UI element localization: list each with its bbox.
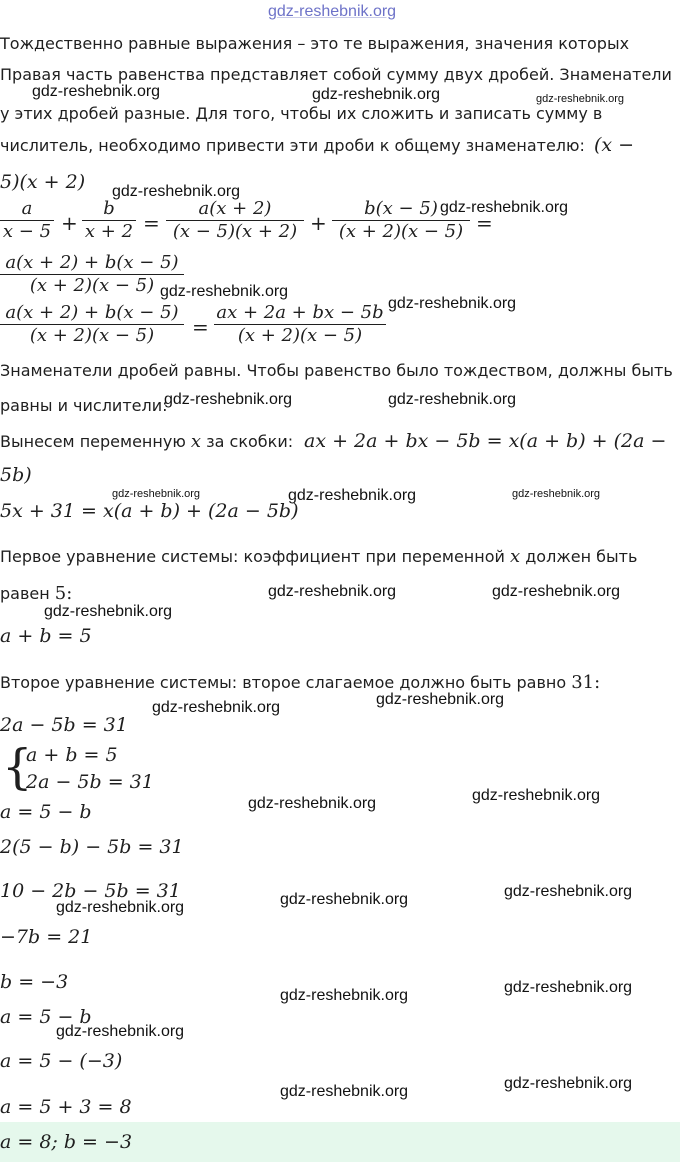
watermark: gdz-reshebnik.org (504, 1075, 633, 1092)
math-expression: a = 5 + 3 = 8 (0, 1096, 132, 1118)
math-var: x (509, 546, 521, 567)
watermark: gdz-reshebnik.org (112, 488, 201, 500)
text-line: Правая часть равенства представляет собой сумму двух дробей. Знаменатели (0, 65, 672, 84)
watermark: gdz-reshebnik.org (492, 583, 621, 600)
fraction (0, 252, 184, 297)
watermark: gdz-reshebnik.org (112, 183, 241, 200)
watermark: gdz-reshebnik.org (248, 795, 377, 812)
numerator: ax + 2a + bx − 5b (216, 302, 384, 323)
watermark: gdz-reshebnik.org (268, 583, 397, 600)
fraction (166, 198, 304, 243)
math-expression: a = 5 − (−3) (0, 1050, 123, 1072)
math-expression: 2a − 5b = 31 (0, 714, 128, 736)
text-span: за скобки: (206, 432, 294, 451)
watermark: gdz-reshebnik.org (280, 1083, 409, 1100)
denominator: (x + 2)(x − 5) (29, 325, 155, 346)
text-line: числитель, необходимо привести эти дроби к общему знаменателю: (0, 136, 585, 155)
text-span: равен (0, 584, 50, 603)
watermark: gdz-reshebnik.org (44, 603, 173, 620)
text-span: должен быть (525, 547, 638, 566)
operator: + (310, 211, 327, 235)
math-number: 5: (54, 583, 73, 604)
watermark: gdz-reshebnik.org (504, 979, 633, 996)
denominator: (x − 5)(x + 2) (172, 221, 298, 242)
operator: = (143, 211, 160, 235)
fraction (214, 302, 386, 347)
math-expression: ax + 2a + bx − 5b = x(a + b) + (2a − (304, 430, 667, 452)
math-expression: (x − (594, 134, 635, 156)
watermark: gdz-reshebnik.org (504, 883, 633, 900)
system-brace: { (2, 739, 33, 795)
watermark: gdz-reshebnik.org (32, 83, 161, 100)
watermark: gdz-reshebnik.org (288, 487, 417, 504)
operator: = (192, 315, 209, 339)
math-expression: 5b) (0, 464, 32, 486)
text-span: Первое уравнение системы: коэффициент при переменной (0, 547, 505, 566)
watermark: gdz-reshebnik.org (164, 391, 293, 408)
denominator: x + 2 (84, 221, 134, 242)
text-span: Второе уравнение системы: второе слагаемое должно быть равно (0, 673, 567, 692)
watermark: gdz-reshebnik.org (388, 391, 517, 408)
math-expression: b = −3 (0, 971, 69, 993)
math-expression: a + b = 5 (26, 744, 118, 766)
math-expression: 5x + 31 = x(a + b) + (2a − 5b) (0, 500, 299, 522)
text-line: Знаменатели дробей равны. Чтобы равенство было тождеством, должны быть (0, 361, 673, 380)
watermark: gdz-reshebnik.org (472, 787, 601, 804)
watermark: gdz-reshebnik.org (280, 987, 409, 1004)
fraction (0, 302, 184, 347)
math-var: x (190, 431, 202, 452)
text-line: Тождественно равные выражения – это те выражения, значения которых (0, 34, 630, 53)
numerator: a (21, 198, 33, 219)
answer: a = 8; b = −3 (0, 1131, 133, 1153)
text-line (0, 432, 293, 452)
text-line (0, 547, 637, 567)
operator: = (476, 211, 493, 235)
denominator: (x + 2)(x − 5) (237, 325, 363, 346)
fraction (82, 198, 136, 243)
math-expression: a = 5 − b (0, 801, 92, 823)
site-header-link[interactable]: gdz-reshebnik.org (268, 3, 397, 20)
math-expression: 2(5 − b) − 5b = 31 (0, 836, 184, 858)
denominator: (x + 2)(x − 5) (29, 275, 155, 296)
watermark: gdz-reshebnik.org (388, 295, 517, 312)
operator: + (61, 211, 78, 235)
numerator: a(x + 2) + b(x − 5) (5, 252, 179, 273)
numerator: a(x + 2) + b(x − 5) (5, 302, 179, 323)
text-span: Вынесем переменную (0, 432, 186, 451)
watermark: gdz-reshebnik.org (152, 699, 281, 716)
watermark: gdz-reshebnik.org (536, 93, 625, 105)
watermark: gdz-reshebnik.org (56, 899, 185, 916)
watermark: gdz-reshebnik.org (512, 488, 601, 500)
numerator: a(x + 2) (198, 198, 272, 219)
watermark: gdz-reshebnik.org (440, 199, 569, 216)
math-expression: −7b = 21 (0, 926, 93, 948)
denominator: (x + 2)(x − 5) (338, 221, 464, 242)
watermark: gdz-reshebnik.org (280, 891, 409, 908)
text-line: у этих дробей разные. Для того, чтобы их сложить и записать сумму в (0, 104, 603, 123)
watermark: gdz-reshebnik.org (376, 691, 505, 708)
math-number: 31: (571, 672, 601, 693)
denominator: x − 5 (2, 221, 52, 242)
watermark: gdz-reshebnik.org (312, 86, 441, 103)
text-line: равны и числители: (0, 396, 168, 415)
numerator: b (103, 198, 115, 219)
fraction (0, 198, 54, 243)
math-expression: 2a − 5b = 31 (26, 771, 154, 793)
text-line (0, 584, 72, 604)
numerator: b(x − 5) (364, 198, 438, 219)
watermark: gdz-reshebnik.org (56, 1023, 185, 1040)
math-expression: 5)(x + 2) (0, 171, 86, 193)
math-expression: a = 5 − b (0, 1006, 92, 1028)
math-expression: 10 − 2b − 5b = 31 (0, 880, 181, 902)
text-line (0, 673, 600, 693)
math-expression: a + b = 5 (0, 625, 92, 647)
watermark: gdz-reshebnik.org (160, 283, 289, 300)
